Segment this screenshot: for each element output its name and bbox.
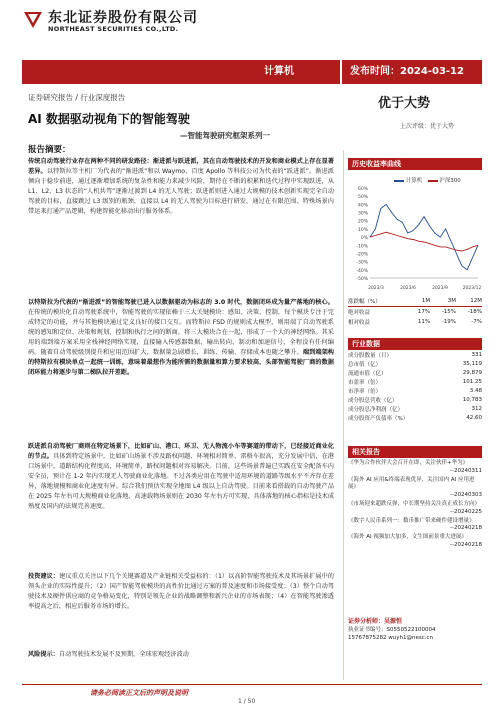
perf-header: 1M (421, 298, 431, 304)
related-reports-list (348, 460, 482, 551)
risk-warning-lead: 风险提示： (28, 651, 59, 658)
risk-warning (28, 650, 334, 660)
paragraph-3-lead: 跃进派自动驾驶厂商则在特定场景下，比如矿山、港口、环卫、无人物流小车等赛道的带动下，已经接近商业化的节点。 (28, 443, 334, 460)
analyst-label: 证券分析师： (348, 618, 385, 625)
y-tick-label: 40% (357, 203, 368, 209)
table-row (348, 317, 482, 327)
related-report-title[interactable]: 《华为合作伙伴大会召开在即，关注伙伴+华为》 (348, 460, 469, 466)
previous-rating: 上次评级：优于大势 (400, 123, 455, 130)
table-row (348, 359, 482, 368)
y-tick-label: 10% (357, 227, 368, 233)
data-value: 29,879 (462, 369, 482, 376)
y-tick-label: 60% (357, 187, 368, 192)
list-item[interactable] (348, 518, 482, 534)
table-row (348, 404, 482, 413)
table-row (348, 350, 482, 359)
breadcrumb: 证券研究报告 / 行业深度报告 (28, 93, 126, 102)
y-tick-label: 50% (357, 195, 368, 201)
related-report-title[interactable]: 《市场迎来超跌反弹，中长期坚持关注真正成长方向》 (348, 500, 481, 507)
data-value: 3.48 (469, 387, 482, 394)
data-label: 成分股总净利润（亿） (348, 406, 404, 413)
data-label: 市净率（倍） (348, 388, 382, 395)
related-report-date: --20240218 (450, 525, 482, 532)
list-item[interactable] (348, 477, 482, 500)
perf-header: 12M (470, 298, 482, 304)
y-tick-label: -50% (356, 277, 368, 282)
perf-value: 11% (417, 319, 431, 325)
risk-warning-text: 自动驾驶技术发展不及预期，全球宏观经济波动 (58, 651, 189, 658)
list-item[interactable] (348, 460, 482, 476)
footer-divider (22, 684, 482, 685)
series-line-computer (370, 204, 478, 269)
related-report-title[interactable]: 《海外 AI 应用&终端表现优异，关注国内 AI 应用进展》 (348, 476, 475, 491)
report-title: AI 数据驱动视角下的智能驾驶 (28, 112, 190, 126)
perf-row-label: 相对收益 (348, 320, 371, 326)
company-name-en: NORTHEAST SECURITIES CO.,LTD. (48, 25, 179, 33)
rating: 优于大势 (378, 96, 431, 111)
industry-data-table (348, 350, 482, 422)
series-line-hs300 (370, 232, 478, 251)
paragraph-2-text: 在传统的模块化自动驾驶系统中，智能驾驶的实现依赖于三大关键模块：感知、决策、控制，每个模块专注于完成特定的功能，并与其他模块通过定义良好的接口交互。而特斯拉 FSD 的规则成大模型，则用端了自动驾驶系统的感知和定位、决策和规划、控制和执行之间的断商，将三大模块合在一起，形成了一个大的神经网络。其采用的端到端方案采用全栈神经网络实现，直接输入传感器数据，输出转向、制动和加速信号，全程没有任何编码。随着自动驾驶级别提升和应用范围扩大，数据量急剧增长，训练、传输、存储成本也随之攀升。 (28, 309, 334, 356)
column-divider (343, 150, 344, 680)
data-value: 35,119 (462, 360, 482, 367)
data-value: 10,783 (462, 396, 482, 403)
y-tick-label: -10% (356, 244, 368, 250)
publish-date: 发布时间：2024-03-12 (350, 66, 464, 77)
chart-title: 历史收益率曲线 (348, 158, 482, 170)
perf-value: 17% (417, 309, 431, 315)
legend-label-computer: 计算机 (405, 178, 423, 184)
perf-value: -15% (441, 309, 457, 315)
list-item[interactable] (348, 501, 482, 517)
footer-disclaimer: 请务必阅读正文后的声明及说明 (90, 689, 188, 697)
data-value: 312 (471, 405, 482, 412)
table-row (348, 413, 482, 422)
investment-advice-text: 建议重点关注以下几个关键赛道及产业链相关受益标的：（1）以高阶智能驾驶技术及其场景扩展中的领头企业的实际性提升；（2）国产智能驾驶模块的高性价比通过方案的普及速度和市场接受度；（3）整个自动驾驶技术及硬件供应商的竞争格局变化，特别是领先企业的战略调整和新兴企业的市场表现；（4）在智能驾驶渗透率提高之后，相应后服务市场的增长。 (28, 573, 334, 610)
analyst-contact[interactable]: 15767875282 wuyh1@nesc.cn (348, 635, 433, 641)
legend-swatch-hs300 (428, 180, 438, 182)
data-label: 成分股总营收（亿） (348, 397, 398, 404)
paragraph-1-lead: 传统自动驾驶行业存在两种不同的研发路径：渐进派与跃进派，其在自动驾驶技术的开发和商业模式上存在显著差异。 (28, 158, 334, 175)
industry-label: 计算机 (264, 66, 294, 77)
y-tick-label: -30% (356, 260, 368, 266)
related-report-date: --20240311 (450, 467, 482, 474)
chart-legend (394, 176, 461, 184)
return-history-chart (348, 184, 482, 292)
data-label: 成分股资产负债率（%） (348, 415, 409, 422)
table-row (348, 386, 482, 395)
perf-title: 涨跌幅（%） (348, 299, 381, 305)
industry-data-title: 行业数据 (348, 338, 482, 350)
y-tick-label: 0% (360, 236, 368, 242)
x-tick-label: 2023/9 (432, 286, 448, 291)
related-report-title[interactable]: 《海外 AI 视频加大加多，文生图前景重大进展》 (348, 534, 467, 541)
related-report-date: --20240303 (450, 492, 482, 499)
paragraph-2-lead: 以特斯拉为代表的“渐进派”的智能驾驶已进入以数据驱动为标志的 3.0 时代，数据闭环成为量产落地的核心。 (28, 299, 334, 306)
perf-value: -19% (441, 319, 457, 325)
table-row (348, 307, 482, 318)
page-number: 1 / 50 (238, 698, 256, 705)
report-subtitle: —智能驾驶研究框架系列一 (180, 131, 270, 140)
data-value: 331 (471, 351, 482, 358)
list-item[interactable] (348, 534, 482, 550)
related-report-date: --20240225 (450, 508, 482, 515)
paragraph-1 (28, 157, 334, 217)
data-label: 总市值（亿） (348, 361, 382, 368)
paragraph-3 (28, 442, 334, 512)
data-label: 流通市值（亿） (348, 370, 387, 377)
perf-header: 3M (447, 298, 457, 304)
y-tick-label: -40% (356, 268, 368, 274)
data-label: 市盈率（倍） (348, 379, 382, 386)
company-logo-icon (22, 8, 44, 30)
paragraph-3-text: 具体到特定场景中，比如矿山场景不涉及路权问题、环境相对简单、雷格车很高，充分发展中信，在港口场景中，道路结构化程度高，环境简单，路权问题相对容易解决。目前，这些场景普遍已实践在安全配备车内安全员，预计在 1-2 年内实现无人驾驶商业化落地。不过各类应用在驾驶中适用环境的道路等级水平不齐存在差异，落地规模和商业化速度有异。综合我们预估实现全地图 L4 级以上自动驾驶。目前来看搭载的自动驾驶产品在 2025 年左右可大规模商业化落地，高速载物场景则在 2030 年左右方可实现，具体落地的核心指标是技术成熟度及国内的法规完善速度。 (28, 453, 334, 510)
related-reports-title: 相关报告 (348, 446, 482, 458)
performance-table (348, 296, 482, 327)
analyst-cert: 执业证书编号：S0550522100004 (348, 627, 436, 633)
paragraph-1-text: 以特斯拉等主机厂为代表的“渐进派”和以 Waymo、百度 Apollo 等科技公司为代表的“跃进派”。渐进派倾向于稳步前进，通过逐渐增加系统的复杂性和能力来减少风险，期待在不断的积累和迭代过程中实现跃进，从 L1、L2、L3 状态的“人机共驾”逐渐过渡到 L4 的无人驾驶；跃进派则进入通过大规模的技术创新实现完全自动驾驶的目标，直接跳过 L3 级别的瓶颈，直接以 L4 的无人驾驶为目标进行研发，通过在有限范围、特殊场景内带运来打通产品逻辑，构建智能化移动出行服务体系。 (28, 168, 334, 215)
data-value: 101.25 (462, 378, 482, 385)
investment-advice (28, 572, 334, 612)
data-label: 成分股数量（只） (348, 352, 393, 359)
legend-label-hs300: 沪深300 (439, 178, 461, 184)
y-tick-label: -20% (356, 252, 368, 258)
related-report-title[interactable]: 《数字人民币系列一：数币推广带来硬件建设增量》 (348, 517, 475, 524)
x-tick-label: 2023/3 (368, 286, 384, 291)
perf-value: -7% (471, 319, 482, 325)
investment-advice-lead: 投资建议： (28, 573, 60, 580)
table-row (348, 368, 482, 377)
paragraph-2 (28, 298, 334, 378)
analyst-name: 吴源恒 (384, 618, 403, 625)
summary-heading: 报告摘要： (28, 145, 71, 155)
table-row (348, 395, 482, 404)
related-report-date: --20240218 (450, 541, 482, 548)
company-name-cn: 东北证券股份有限公司 (48, 10, 198, 26)
data-value: 42.60 (466, 414, 482, 421)
table-row (348, 377, 482, 386)
y-tick-label: 30% (357, 211, 368, 217)
paragraph-2-conclusion: 端到端架构的特斯拉有模块单点一起统一训练，意味着最想作为能所需的数据量和算力要求较高，头部智能驾驶厂商的数据闭环能力将逐步与第二梯队拉开差距。 (28, 349, 334, 376)
analyst-info (348, 618, 482, 642)
y-tick-label: 20% (357, 219, 368, 225)
perf-row-label: 绝对收益 (348, 310, 371, 316)
x-tick-label: 2023/6 (400, 286, 416, 291)
legend-swatch-computer (394, 180, 404, 182)
x-tick-label: 2023/12 (462, 286, 482, 291)
perf-value: -18% (467, 309, 482, 315)
